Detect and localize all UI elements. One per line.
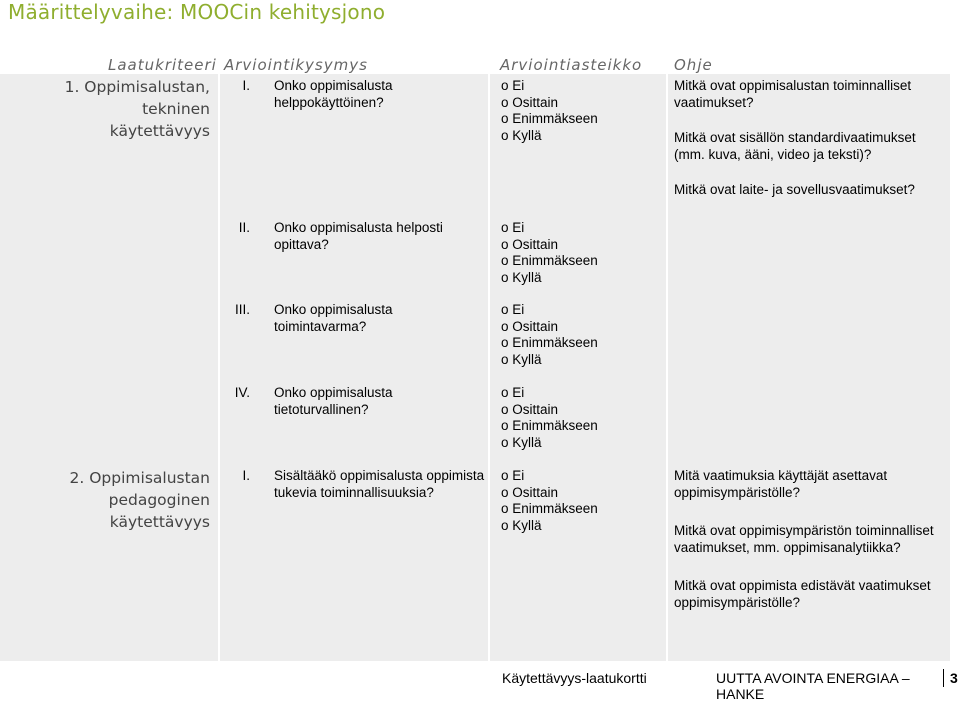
guide-text: Mitkä ovat sisällön standardivaatimukset (674, 130, 916, 145)
scale-option-enimmakseen: o Enimmäkseen (501, 253, 598, 268)
scale-options-1-3 (501, 302, 598, 368)
criteria-column-panel (0, 74, 218, 661)
scale-option-ei: o Ei (501, 302, 525, 317)
criteria-1-line3: käytettävyys (109, 122, 210, 140)
scale-option-ei: o Ei (501, 220, 525, 235)
scale-options-1-2 (501, 220, 598, 286)
guide-2-2 (674, 523, 934, 556)
question-text: opittava? (274, 236, 329, 252)
guide-text: vaatimukset? (674, 94, 754, 110)
question-text: Onko oppimisalusta (274, 302, 393, 317)
scale-option-ei: o Ei (501, 468, 525, 483)
scale-option-ei: o Ei (501, 385, 525, 400)
guide-text: Mitkä ovat oppimisympäristön toiminnalliset (674, 523, 934, 538)
guide-2-1 (674, 468, 887, 501)
scale-option-enimmakseen: o Enimmäkseen (501, 501, 598, 516)
footer-separator (943, 669, 944, 687)
scale-option-kylla: o Kyllä (501, 127, 542, 143)
guide-1-2 (674, 130, 916, 163)
footer-document-name: Käytettävyys-laatukortti (502, 670, 647, 686)
question-text: toimintavarma? (274, 318, 367, 334)
header-criteria: Laatukriteeri (108, 56, 217, 74)
scale-option-osittain: o Osittain (501, 94, 559, 110)
question-text: helppokäyttöinen? (274, 94, 384, 110)
question-1-2 (274, 220, 443, 253)
scale-option-enimmakseen: o Enimmäkseen (501, 111, 598, 126)
question-1-3 (274, 302, 393, 335)
criteria-2 (20, 467, 210, 533)
question-number: II. (238, 220, 250, 235)
guide-text: vaatimukset, mm. oppimisanalytiikka? (674, 539, 901, 555)
question-number: III. (234, 302, 250, 317)
scale-option-enimmakseen: o Enimmäkseen (501, 418, 598, 433)
criteria-1 (20, 76, 210, 142)
header-scale: Arviointiasteikko (500, 56, 643, 74)
question-2-1 (274, 468, 484, 501)
criteria-2-line3: käytettävyys (109, 513, 210, 531)
question-text: Onko oppimisalusta (274, 385, 393, 400)
question-1-1 (274, 78, 393, 111)
scale-options-1-4 (501, 385, 598, 451)
question-text: Sisältääkö oppimisalusta oppimista (274, 468, 485, 483)
guide-1-3: Mitkä ovat laite- ja sovellusvaatimukset? (674, 182, 915, 197)
scale-option-kylla: o Kyllä (501, 269, 542, 285)
guide-text: Mitkä ovat oppimisalustan toiminnalliset (674, 78, 912, 93)
guide-text: (mm. kuva, ääni, video ja teksti)? (674, 146, 872, 162)
question-text: tietoturvallinen? (274, 401, 369, 417)
criteria-2-line2: pedagoginen (108, 491, 210, 509)
guide-2-3 (674, 578, 931, 611)
scale-option-kylla: o Kyllä (501, 517, 542, 533)
header-guide: Ohje (674, 56, 713, 74)
question-text: tukevia toiminnallisuuksia? (274, 484, 434, 500)
question-1-4 (274, 385, 393, 418)
question-number: I. (242, 78, 250, 93)
footer-page-number: 3 (950, 670, 958, 686)
guide-text: oppimisympäristölle? (674, 484, 801, 500)
criteria-1-line1: 1. Oppimisalustan, (64, 78, 210, 96)
scale-option-enimmakseen: o Enimmäkseen (501, 335, 598, 350)
scale-option-kylla: o Kyllä (501, 351, 542, 367)
scale-options-1-1 (501, 78, 598, 144)
guide-1-1 (674, 78, 911, 111)
guide-text: oppimisympäristölle? (674, 594, 801, 610)
scale-option-osittain: o Osittain (501, 318, 559, 334)
scale-option-osittain: o Osittain (501, 236, 559, 252)
criteria-1-line2: tekninen (142, 100, 210, 118)
scale-option-kylla: o Kyllä (501, 434, 542, 450)
question-number: IV. (234, 385, 250, 400)
scale-option-ei: o Ei (501, 78, 525, 93)
question-column-panel (220, 74, 488, 661)
scale-option-osittain: o Osittain (501, 484, 559, 500)
question-text: Onko oppimisalusta helposti (274, 220, 443, 235)
header-question: Arviointikysymys (224, 56, 368, 74)
criteria-2-line1: 2. Oppimisalustan (69, 469, 210, 487)
scale-options-2-1 (501, 468, 598, 534)
question-number: I. (242, 468, 250, 483)
page-title: Määrittelyvaihe: MOOCin kehitysjono (8, 0, 386, 24)
guide-text: Mitkä ovat oppimista edistävät vaatimukset (674, 578, 931, 593)
footer-project-name: UUTTA AVOINTA ENERGIAA – HANKE (716, 670, 910, 702)
scale-option-osittain: o Osittain (501, 401, 559, 417)
question-text: Onko oppimisalusta (274, 78, 393, 93)
guide-text: Mitä vaatimuksia käyttäjät asettavat (674, 468, 888, 483)
